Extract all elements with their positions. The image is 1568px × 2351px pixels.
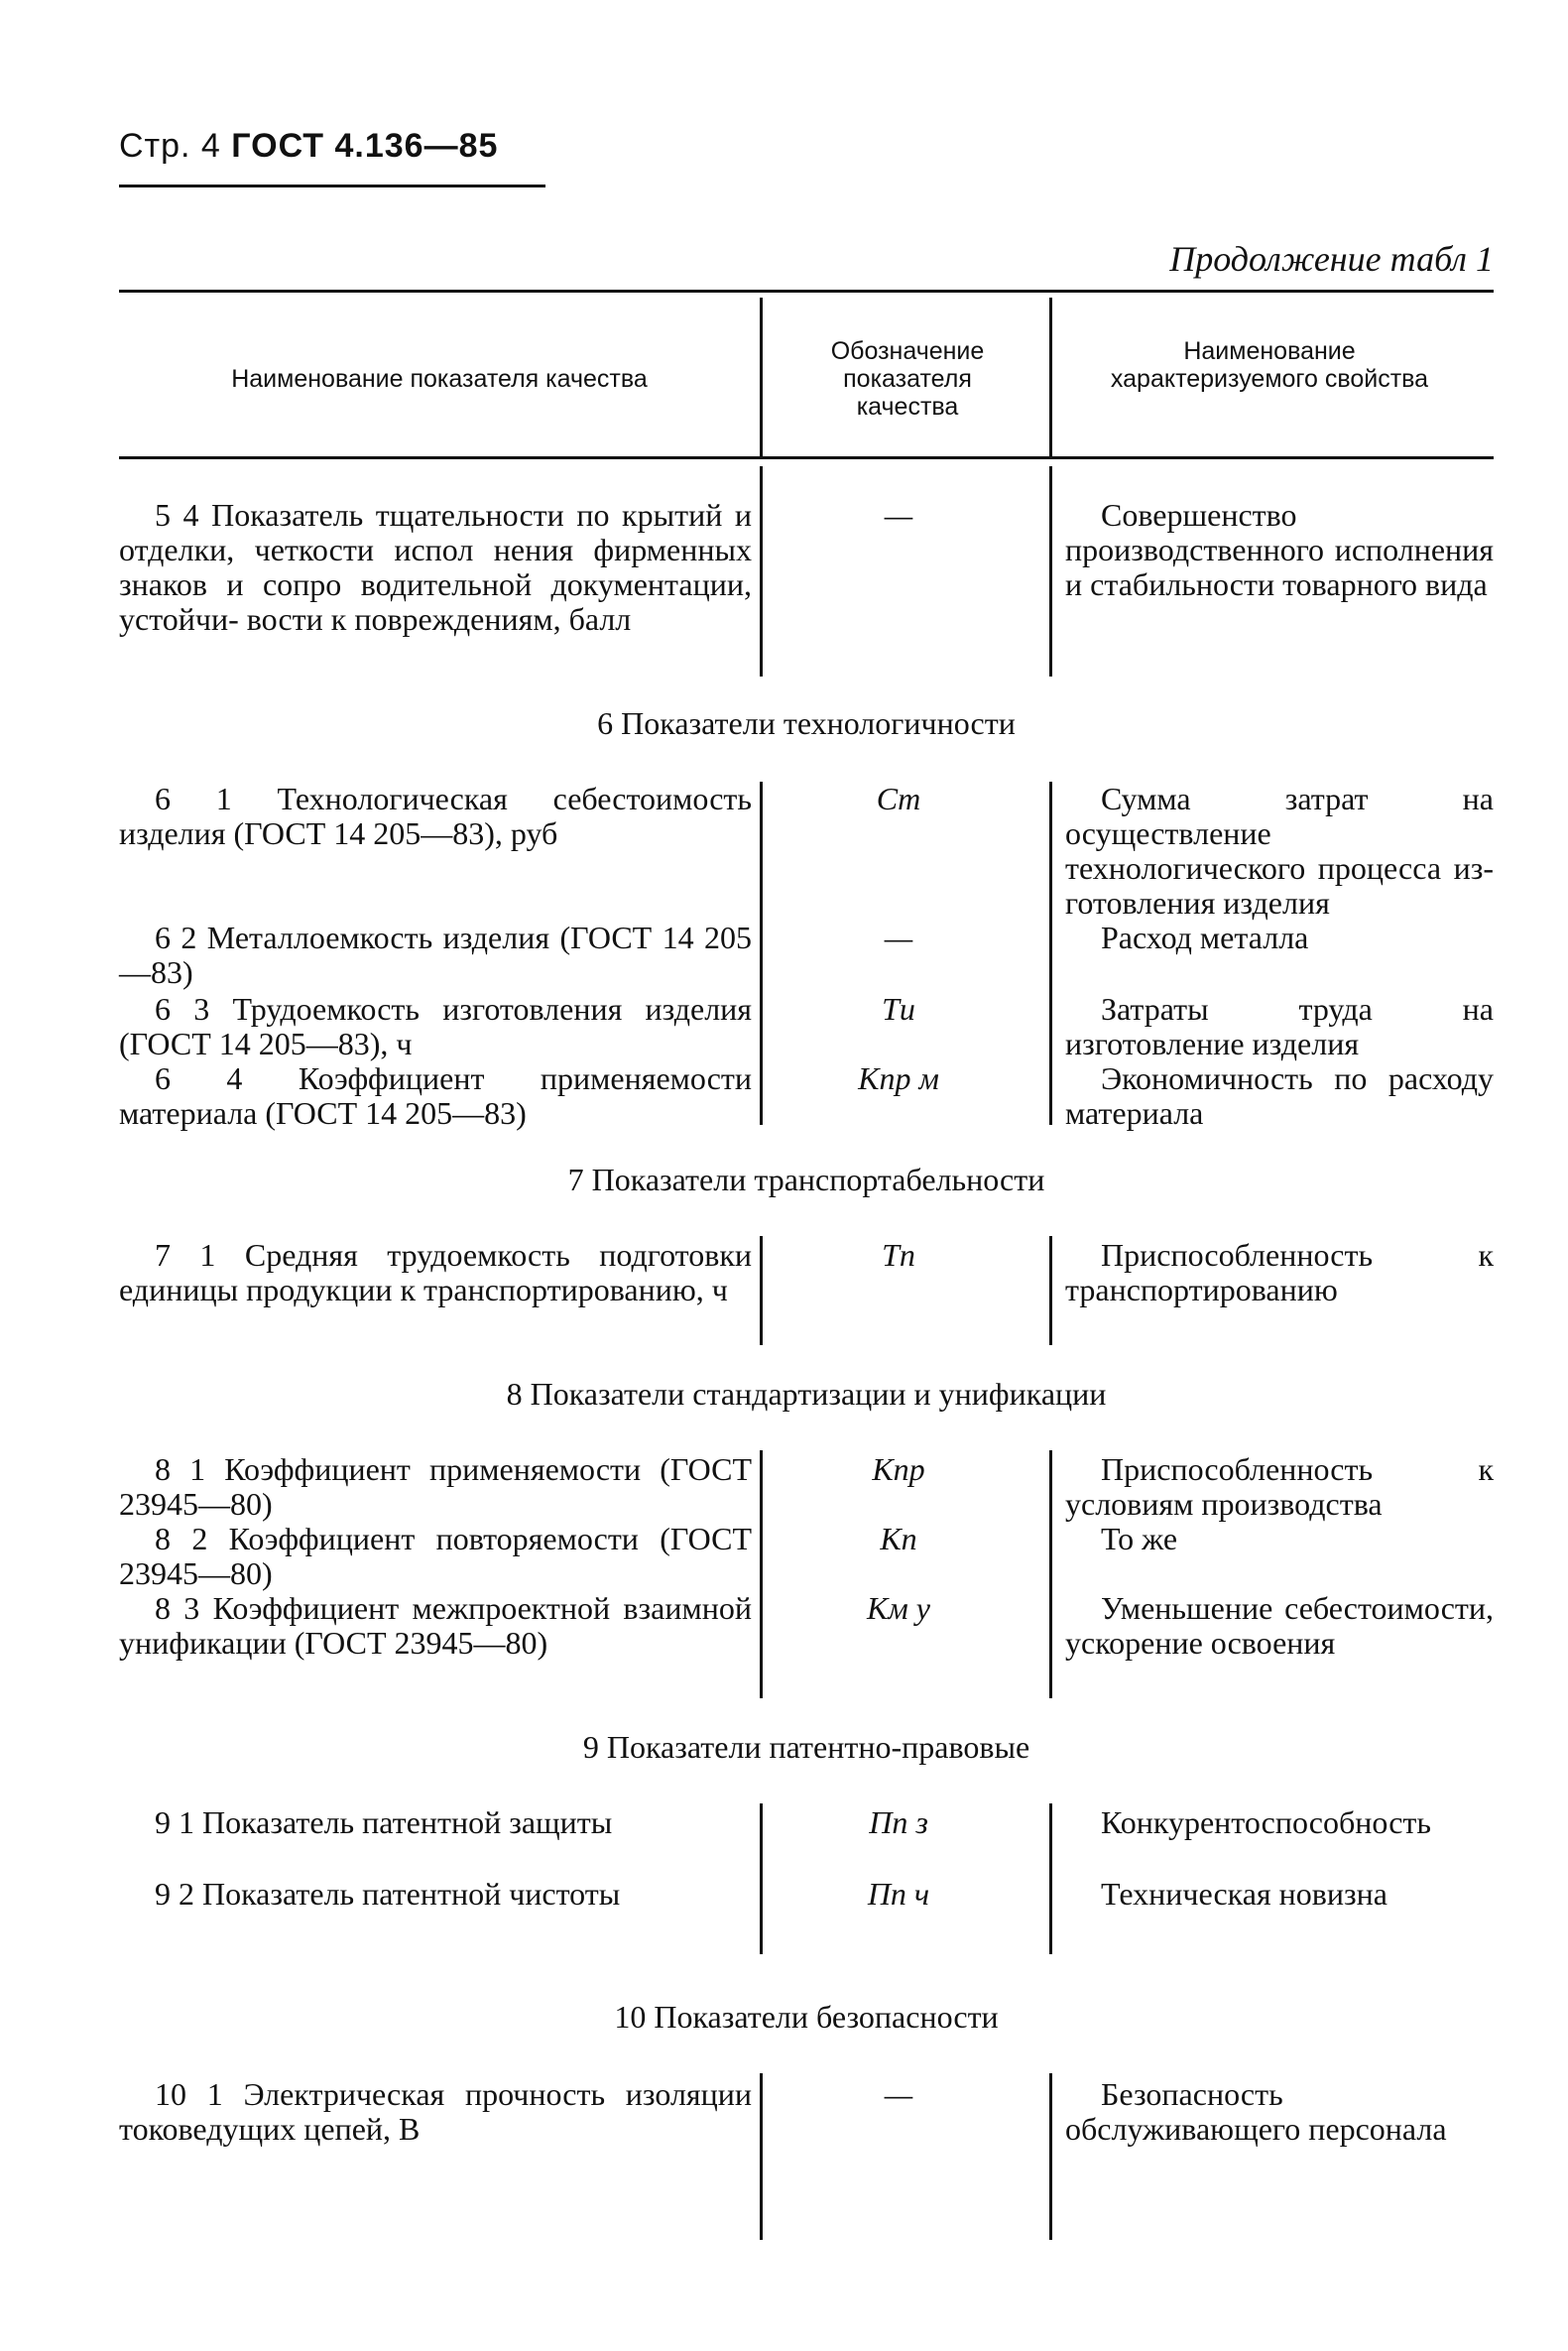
characterized-property: Техническая новизна — [1101, 1876, 1387, 1912]
column-divider — [1049, 782, 1052, 1125]
column-divider — [760, 782, 763, 1125]
characterized-property: Приспособленность к транспортированию — [1065, 1237, 1494, 1307]
indicator-symbol: Tи — [882, 991, 915, 1027]
column-divider — [1049, 466, 1052, 677]
indicator-name: 6 4 Коэффициент применяемости материала (ГОСТ 14 205—83) — [119, 1060, 752, 1131]
characterized-property: Расход металла — [1101, 920, 1309, 955]
section-heading: 7 Показатели транспортабельности — [567, 1162, 1045, 1197]
indicator-name: 7 1 Средняя трудоемкость подготовки единицы продукции к транспортированию, ч — [119, 1237, 752, 1307]
characterized-property: Уменьшение себестоимости, ускорение освоения — [1065, 1590, 1494, 1661]
indicator-name: 8 3 Коэффициент межпроектной взаимной унификации (ГОСТ 23945—80) — [119, 1590, 752, 1661]
indicator-symbol: Kпр — [872, 1451, 925, 1487]
indicator-symbol: Kп — [880, 1521, 917, 1556]
indicator-symbol: Kм у — [867, 1590, 930, 1626]
indicator-symbol: Пп з — [869, 1804, 928, 1840]
indicator-name: 6 1 Технологическая себестоимость изделия (ГОСТ 14 205—83), руб — [119, 781, 752, 851]
table-top-rule — [119, 290, 1494, 293]
column-divider — [760, 466, 763, 677]
column-divider — [1049, 1450, 1052, 1698]
indicator-name: 9 1 Показатель патентной защиты — [155, 1804, 613, 1840]
column-divider — [760, 1803, 763, 1954]
header-underline — [119, 185, 545, 187]
characterized-property: Экономичность по расходу материала — [1065, 1060, 1494, 1131]
column-header-name: Наименование показателя качества — [231, 365, 648, 393]
indicator-symbol: — — [884, 497, 913, 533]
column-divider — [1049, 1236, 1052, 1345]
column-divider — [760, 1236, 763, 1345]
indicator-name: 8 1 Коэффициент применяемости (ГОСТ 23945—80) — [119, 1451, 752, 1522]
indicator-symbol: Tп — [882, 1237, 915, 1273]
section-heading: 8 Показатели стандартизации и унификации — [506, 1376, 1107, 1412]
column-divider — [760, 2073, 763, 2240]
characterized-property: Безопасность обслуживающего персонала — [1065, 2076, 1447, 2147]
indicator-name: 6 2 Металлоемкость изделия (ГОСТ 14 205—83) — [119, 920, 752, 990]
characterized-property: Затраты труда на изготовление изделия — [1065, 991, 1494, 1061]
characterized-property: Сумма затрат на осуществление технологического процесса из- готовления изделия — [1065, 781, 1494, 921]
page-header — [119, 127, 498, 166]
column-divider — [1049, 1803, 1052, 1954]
characterized-property: То же — [1101, 1521, 1178, 1556]
characterized-property: Приспособленность к условиям производства — [1065, 1451, 1494, 1522]
table-continuation-label: Продолжение табл 1 — [1169, 239, 1494, 279]
indicator-name: 8 2 Коэффициент повторяемости (ГОСТ 23945—80) — [119, 1521, 752, 1591]
indicator-symbol: Пп ч — [867, 1876, 930, 1912]
column-divider — [1049, 2073, 1052, 2240]
page-label: Стр. 4 — [119, 127, 221, 165]
column-header-property: Наименование характеризуемого свойства — [1110, 337, 1429, 393]
table-header-rule — [119, 456, 1494, 459]
column-divider — [760, 298, 763, 458]
indicator-symbol: Cт — [876, 781, 921, 816]
section-heading: 9 Показатели патентно-правовые — [582, 1729, 1030, 1765]
column-divider — [760, 1450, 763, 1698]
indicator-name: 5 4 Показатель тщательности по крытий и отделки, четкости испол нения фирменных знаков и сопро водительной документации, устойчи- вости к повреждениям, балл — [119, 497, 752, 637]
characterized-property: Конкурентоспособность — [1101, 1804, 1431, 1840]
indicator-symbol: Kпр м — [858, 1060, 939, 1096]
section-heading: 6 Показатели технологичности — [597, 705, 1016, 741]
standard-number: ГОСТ 4.136—85 — [231, 127, 499, 165]
indicator-name: 6 3 Трудоемкость изготовления изделия (ГОСТ 14 205—83), ч — [119, 991, 752, 1061]
characterized-property: Совершенство производственного исполнения и стабильности товарного вида — [1065, 497, 1494, 602]
indicator-symbol: — — [884, 2076, 913, 2112]
indicator-symbol: — — [884, 920, 913, 955]
column-header-symbol: Обозначение показателя качества — [830, 337, 985, 421]
indicator-name: 9 2 Показатель патентной чистоты — [155, 1876, 621, 1912]
column-divider — [1049, 298, 1052, 458]
indicator-name: 10 1 Электрическая прочность изоляции токоведущих цепей, В — [119, 2076, 752, 2147]
section-heading: 10 Показатели безопасности — [614, 1999, 999, 2035]
